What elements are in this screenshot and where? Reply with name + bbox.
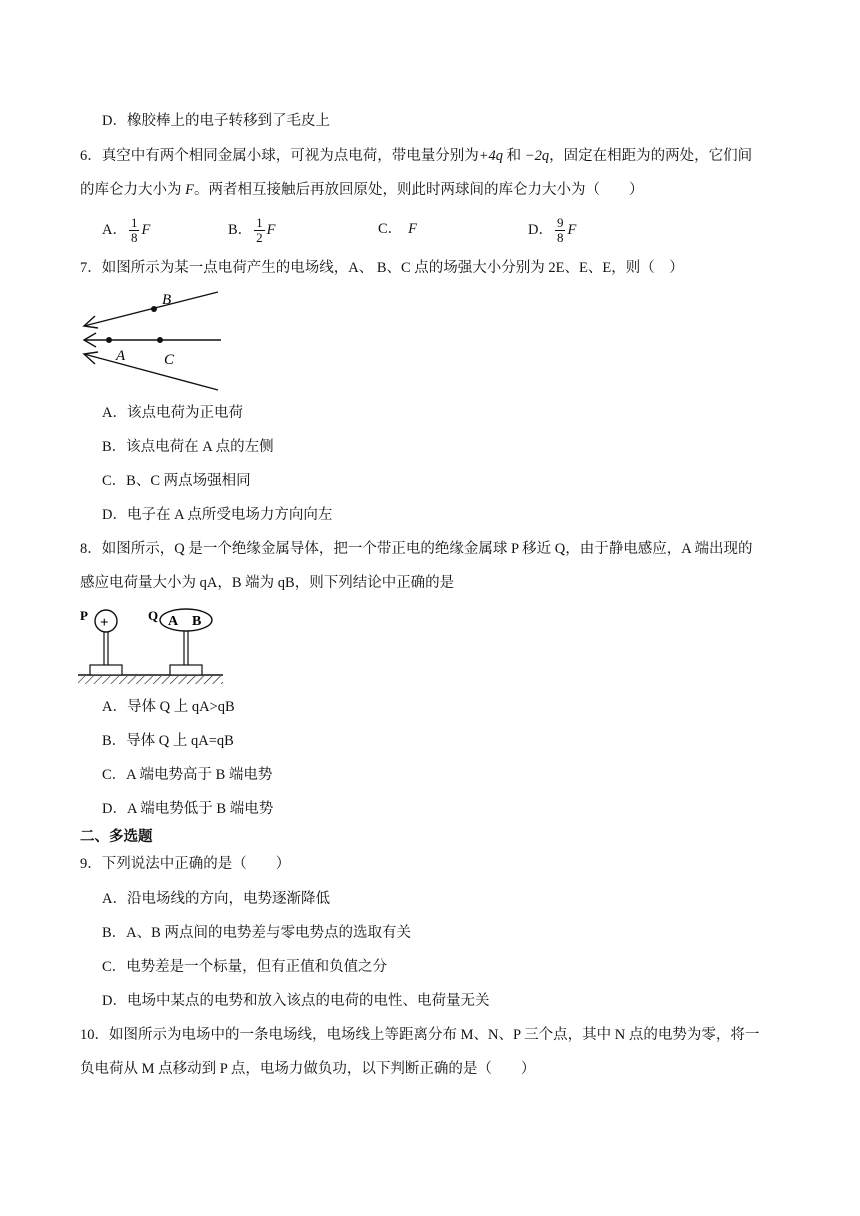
stand-base-q — [170, 665, 202, 675]
point-b-label: B — [162, 292, 172, 308]
q6-stem-part: 和 — [503, 148, 525, 164]
q6-option-b — [228, 216, 276, 245]
q6-option-d — [528, 216, 576, 245]
q6-stem-part: 6．真空中有两个相同金属小球，可视为点电荷，带电量分别为 — [80, 148, 479, 164]
q10-stem-line1: 10．如图所示为电场中的一条电场线，电场线上等距离分布 M、N、P 三个点，其中 N 点的电势为零，将一 — [80, 1027, 760, 1043]
q9-option-b: B．A、B 两点间的电势差与零电势点的选取有关 — [102, 925, 411, 941]
q7-option-b: B．该点电荷在 A 点的左侧 — [102, 439, 274, 455]
fraction — [129, 216, 140, 245]
q6-option-label: C． — [378, 221, 403, 237]
q9-option-a: A．沿电场线的方向，电势逐渐降低 — [102, 891, 330, 907]
label-p: P — [80, 608, 88, 623]
q5-option-d: D．橡胶棒上的电子转移到了毛皮上 — [102, 113, 330, 129]
q10-stem-line2: 负电荷从 M 点移动到 P 点，电场力做负功，以下判断正确的是（ ） — [80, 1061, 536, 1077]
q6-charge-2: −2q — [524, 148, 550, 164]
q9-option-d: D．电场中某点的电势和放入该点的电荷的电性、电荷量无关 — [102, 993, 490, 1009]
q6-option-suffix: F — [141, 221, 151, 238]
q8-option-c: C．A 端电势高于 B 端电势 — [102, 767, 273, 783]
fraction-numerator: 9 — [556, 215, 564, 230]
label-q: Q — [148, 608, 159, 623]
fraction — [555, 216, 566, 245]
label-b: B — [192, 614, 202, 629]
q6-option-c — [378, 219, 417, 239]
q7-option-a: A．该点电荷为正电荷 — [102, 405, 243, 421]
fraction-denominator: 8 — [130, 230, 138, 245]
arrowhead-icon — [84, 316, 98, 328]
q6-option-suffix: F — [266, 221, 276, 238]
q6-option-label: B． — [228, 221, 253, 238]
fraction — [254, 216, 265, 245]
q8-electrostatic-induction-figure — [78, 606, 223, 688]
stand-base-p — [90, 665, 122, 675]
fraction-numerator: 1 — [130, 215, 138, 230]
q6-stem-part: 的库仑力大小为 — [80, 182, 186, 198]
q8-option-d: D．A 端电势低于 B 端电势 — [102, 801, 274, 817]
q6-stem-part: 。两者相互接触后再放回原处，则此时两球间的库仑力大小为（ ） — [193, 182, 644, 198]
q6-charge-1: +4q — [478, 148, 504, 164]
q9-stem: 9．下列说法中正确的是（ ） — [80, 856, 291, 872]
q7-option-c: C．B、C 两点场强相同 — [102, 473, 251, 489]
q6-force: F — [185, 182, 194, 198]
q6-stem-line1 — [80, 146, 752, 166]
q6-option-value: F — [408, 221, 418, 237]
q8-option-a: A．导体 Q 上 qA>qB — [102, 699, 235, 715]
q6-option-label: D． — [528, 221, 553, 238]
fraction-denominator: 8 — [556, 230, 564, 245]
section-heading: 二、多选题 — [80, 829, 153, 845]
q6-option-label: A． — [102, 221, 127, 238]
q8-stem-line1: 8．如图所示，Q 是一个绝缘金属导体，把一个带正电的绝缘金属球 P 移近 Q，由于静电感应，A 端出现的 — [80, 541, 753, 557]
q7-field-line-figure — [76, 284, 226, 396]
q9-option-c: C．电势差是一个标量，但有正值和负值之分 — [102, 959, 388, 975]
q6-option-a — [102, 216, 150, 245]
point-b-dot — [151, 306, 157, 312]
arrowhead-icon — [84, 352, 98, 364]
point-c-dot — [157, 337, 163, 343]
q6-option-suffix: F — [567, 221, 577, 238]
point-a-label: A — [116, 348, 126, 364]
q7-option-d: D．电子在 A 点所受电场力方向向左 — [102, 507, 333, 523]
fraction-numerator: 1 — [256, 215, 263, 230]
label-a: A — [168, 614, 179, 629]
ground-hatch — [78, 676, 223, 684]
point-a-dot — [106, 337, 112, 343]
q6-stem-line2 — [80, 180, 643, 200]
point-c-label: C — [164, 352, 175, 368]
q7-stem: 7．如图所示为某一点电荷产生的电场线，A、 B、C 点的场强大小分别为 2E、E、E，则（ ） — [80, 260, 684, 276]
q6-stem-part: ，固定在相距为的两处，它们间 — [549, 148, 753, 164]
q8-option-b: B．导体 Q 上 qA=qB — [102, 733, 234, 749]
field-line-lower — [84, 354, 218, 390]
q8-stem-line2: 感应电荷量大小为 qA，B 端为 qB，则下列结论中正确的是 — [80, 575, 455, 591]
plus-sign: + — [100, 615, 109, 631]
fraction-denominator: 2 — [256, 230, 263, 245]
